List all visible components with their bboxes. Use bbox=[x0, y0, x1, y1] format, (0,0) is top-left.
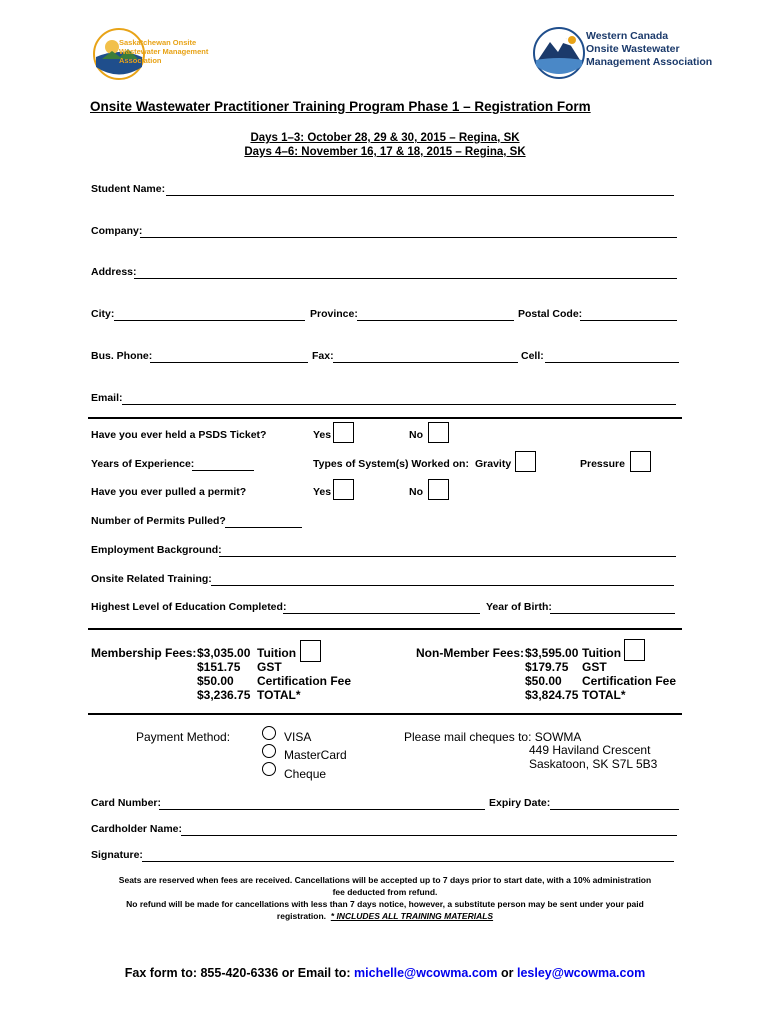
city-label: City: bbox=[91, 308, 115, 320]
signature-field[interactable] bbox=[142, 861, 674, 862]
footer-or: or bbox=[501, 966, 514, 980]
left-logo-text bbox=[119, 38, 208, 65]
postal-code-field[interactable] bbox=[580, 320, 677, 321]
signature-label: Signature: bbox=[91, 849, 143, 861]
mail-cheques-line-2: 449 Haviland Crescent bbox=[529, 743, 651, 757]
permit-yes-label: Yes bbox=[313, 486, 332, 498]
student-name-label: Student Name: bbox=[91, 183, 166, 195]
experience-field[interactable] bbox=[192, 470, 254, 471]
fax-field[interactable] bbox=[333, 362, 518, 363]
right-logo bbox=[532, 26, 713, 82]
company-label: Company: bbox=[91, 225, 143, 237]
member-item: TOTAL* bbox=[257, 688, 301, 702]
permits-pulled-label: Number of Permits Pulled? bbox=[91, 515, 226, 527]
membership-fees-label: Membership Fees: bbox=[91, 646, 197, 660]
form-title: Onsite Wastewater Practitioner Training Program Phase 1 – Registration Form bbox=[90, 99, 591, 114]
email-link-lesley[interactable]: lesley@wcowma.com bbox=[517, 966, 646, 980]
gravity-checkbox[interactable] bbox=[515, 451, 536, 472]
psds-question: Have you ever held a PSDS Ticket? bbox=[91, 429, 267, 441]
birth-label: Year of Birth: bbox=[486, 601, 552, 613]
right-logo-text bbox=[586, 30, 712, 69]
pressure-label: Pressure bbox=[580, 458, 625, 470]
member-amount: $151.75 bbox=[197, 660, 241, 674]
right-logo-line2: Onsite Wastewater bbox=[586, 43, 680, 55]
bus-phone-field[interactable] bbox=[150, 362, 308, 363]
fax-label: Fax: bbox=[312, 350, 334, 362]
gravity-label: Gravity bbox=[475, 458, 512, 470]
nonmember-item: TOTAL* bbox=[582, 688, 626, 702]
nonmember-item: Tuition bbox=[582, 646, 622, 660]
payment-method-label: Payment Method: bbox=[136, 730, 231, 744]
nonmember-amount: $179.75 bbox=[525, 660, 569, 674]
nonmember-amounts bbox=[525, 646, 578, 702]
email-link-michelle[interactable]: michelle@wcowma.com bbox=[354, 966, 498, 980]
nonmember-amount: $3,595.00 bbox=[525, 646, 579, 660]
province-label: Province: bbox=[310, 308, 358, 320]
card-number-label: Card Number: bbox=[91, 797, 162, 809]
psds-no-checkbox[interactable] bbox=[428, 422, 449, 443]
cancellation-notes bbox=[80, 874, 690, 922]
divider-1 bbox=[88, 417, 682, 419]
nonmember-amount: $50.00 bbox=[525, 674, 562, 688]
postal-code-label: Postal Code: bbox=[518, 308, 583, 320]
member-item: GST bbox=[257, 660, 282, 674]
nonmember-fees-label: Non-Member Fees: bbox=[416, 646, 525, 660]
education-field[interactable] bbox=[283, 613, 480, 614]
nonmember-fee-checkbox[interactable] bbox=[624, 639, 645, 661]
cell-label: Cell: bbox=[521, 350, 544, 362]
right-logo-line3: Management Association bbox=[586, 56, 713, 68]
cell-field[interactable] bbox=[545, 362, 679, 363]
company-field[interactable] bbox=[140, 237, 677, 238]
nonmember-amount: $3,824.75 bbox=[525, 688, 579, 702]
student-name-field[interactable] bbox=[166, 195, 674, 196]
left-logo bbox=[92, 27, 252, 81]
member-amount: $50.00 bbox=[197, 674, 234, 688]
member-amount: $3,035.00 bbox=[197, 646, 251, 660]
visa-label: VISA bbox=[284, 730, 312, 744]
experience-label: Years of Experience: bbox=[91, 458, 195, 470]
footer bbox=[0, 966, 770, 980]
visa-radio[interactable] bbox=[262, 726, 276, 740]
card-number-field[interactable] bbox=[159, 809, 485, 810]
right-logo-emblem-icon bbox=[532, 26, 586, 80]
cardholder-field[interactable] bbox=[181, 835, 677, 836]
cardholder-label: Cardholder Name: bbox=[91, 823, 183, 835]
permit-question: Have you ever pulled a permit? bbox=[91, 486, 247, 498]
city-field[interactable] bbox=[114, 320, 305, 321]
pressure-checkbox[interactable] bbox=[630, 451, 651, 472]
cheque-label: Cheque bbox=[284, 767, 327, 781]
permit-no-checkbox[interactable] bbox=[428, 479, 449, 500]
note-text: registration. bbox=[276, 911, 327, 921]
systems-label: Types of System(s) Worked on: bbox=[313, 458, 469, 470]
province-field[interactable] bbox=[357, 320, 514, 321]
note-line bbox=[80, 910, 690, 922]
member-amount: $3,236.75 bbox=[197, 688, 251, 702]
email-field[interactable] bbox=[122, 404, 676, 405]
note-line: fee deducted from refund. bbox=[332, 887, 438, 897]
expiry-label: Expiry Date: bbox=[489, 797, 551, 809]
nonmember-item: GST bbox=[582, 660, 607, 674]
right-logo-line1: Western Canada bbox=[586, 30, 669, 42]
expiry-field[interactable] bbox=[550, 809, 679, 810]
education-label: Highest Level of Education Completed: bbox=[91, 601, 287, 613]
psds-no-label: No bbox=[409, 429, 423, 441]
cheque-radio[interactable] bbox=[262, 762, 276, 776]
bus-phone-label: Bus. Phone: bbox=[91, 350, 153, 362]
membership-fee-checkbox[interactable] bbox=[300, 640, 321, 662]
psds-yes-label: Yes bbox=[313, 429, 332, 441]
member-item: Certification Fee bbox=[257, 674, 352, 688]
mail-cheques-line-1: Please mail cheques to: SOWMA bbox=[404, 730, 582, 744]
member-item: Tuition bbox=[257, 646, 297, 660]
permit-yes-checkbox[interactable] bbox=[333, 479, 354, 500]
divider-2 bbox=[88, 628, 682, 630]
note-line: No refund will be made for cancellations with less than 7 days notice, however, a substitute person may be sent under your paid bbox=[126, 899, 644, 909]
mastercard-radio[interactable] bbox=[262, 744, 276, 758]
dates-line-1: Days 1–3: October 28, 29 & 30, 2015 – Regina, SK bbox=[250, 132, 520, 144]
employment-label: Employment Background: bbox=[91, 544, 222, 556]
employment-field[interactable] bbox=[219, 556, 676, 557]
mail-cheques-line-3: Saskatoon, SK S7L 5B3 bbox=[529, 757, 658, 771]
divider-3 bbox=[88, 713, 682, 715]
training-label: Onsite Related Training: bbox=[91, 573, 212, 585]
left-logo-line2: Wastewater Management bbox=[119, 47, 209, 56]
email-label: Email: bbox=[91, 392, 123, 404]
note-line: Seats are reserved when fees are received. Cancellations will be accepted up to 7 days prior to start date, with a 10% administration bbox=[118, 875, 652, 885]
left-logo-line3: Association bbox=[119, 56, 162, 65]
left-logo-line1: Saskatchewan Onsite bbox=[119, 38, 197, 47]
psds-yes-checkbox[interactable] bbox=[333, 422, 354, 443]
address-field[interactable] bbox=[134, 278, 677, 279]
permits-pulled-field[interactable] bbox=[225, 527, 302, 528]
nonmember-item: Certification Fee bbox=[582, 674, 677, 688]
footer-prefix: Fax form to: 855-420-6336 or Email to: bbox=[124, 966, 351, 980]
permit-no-label: No bbox=[409, 486, 423, 498]
training-field[interactable] bbox=[211, 585, 674, 586]
birth-field[interactable] bbox=[550, 613, 675, 614]
address-label: Address: bbox=[91, 266, 137, 278]
mastercard-label: MasterCard bbox=[284, 748, 347, 762]
dates-line-2: Days 4–6: November 16, 17 & 18, 2015 – Regina, SK bbox=[244, 146, 526, 158]
member-amounts bbox=[197, 646, 250, 702]
materials-note: * INCLUDES ALL TRAINING MATERIALS bbox=[330, 911, 494, 921]
